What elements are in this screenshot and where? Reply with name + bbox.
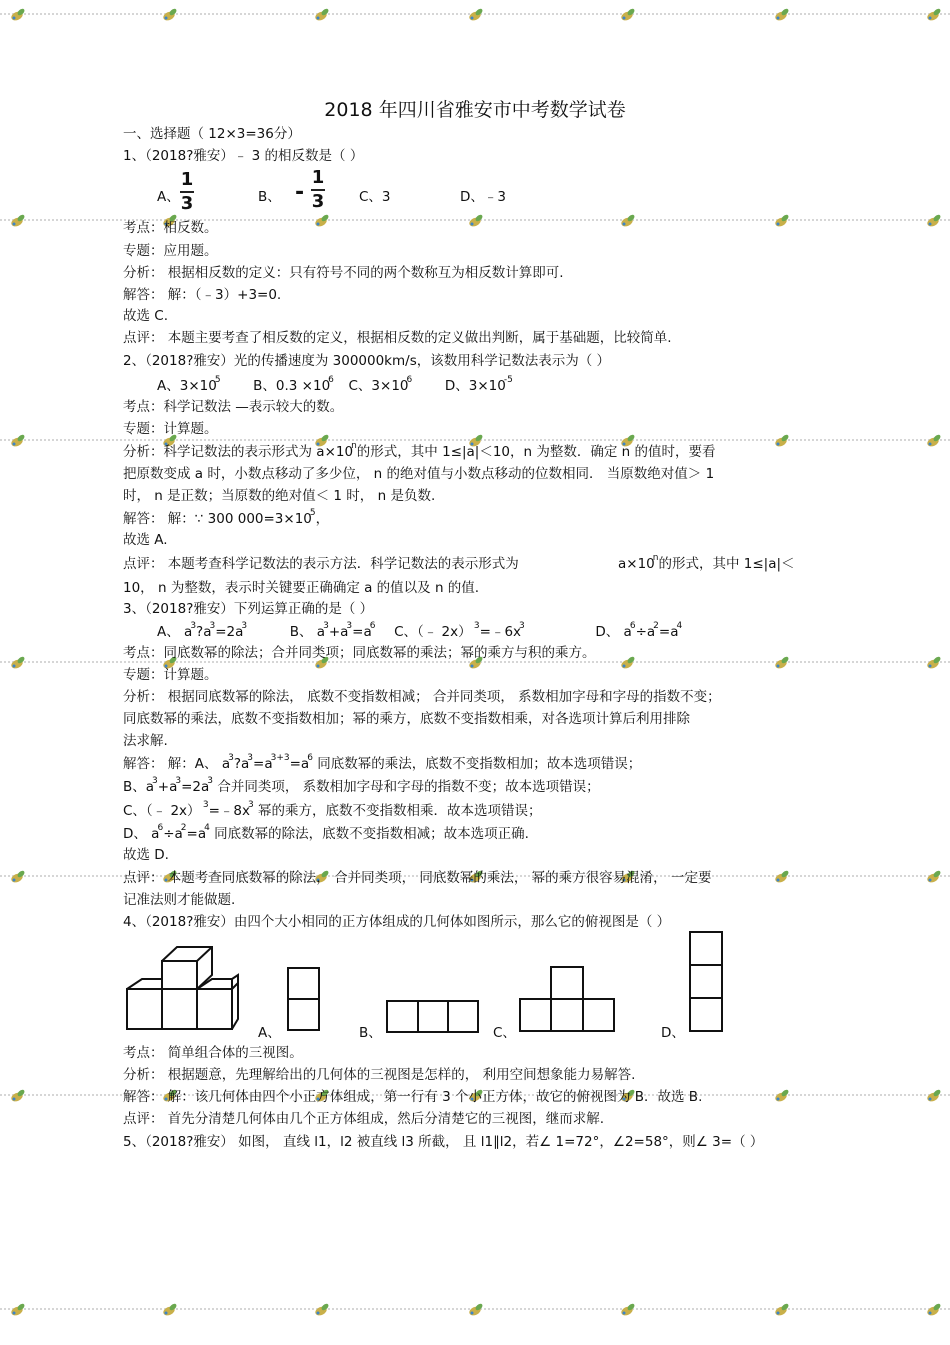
watermark-leaf-icon xyxy=(312,4,332,24)
q4-fenxi: 分析： 根据题意，先理解给出的几何体的三视图是怎样的， 利用空间想象能力易解答. xyxy=(123,1067,636,1083)
q2-dianping-1b-text: a×10 xyxy=(618,556,655,572)
q3-jieda-a-tail: 同底数幂的乘法，底数不变指数相加；故本选项错误； xyxy=(317,756,642,772)
q3-guxuan: 故选 D. xyxy=(123,847,169,863)
q1-option-c: C、3 xyxy=(359,189,391,205)
q3-zhuanti: 专题：计算题。 xyxy=(123,667,218,683)
q3-fenxi-2: 同底数幂的乘法，底数不变指数相加；幂的乘方，底数不变指数相乘，对各选项计算后利用排除 xyxy=(123,711,690,727)
page-title: 2018 年四川省雅安市中考数学试卷 xyxy=(324,99,626,121)
section-heading: 一、选择题（ 12×3=36分） xyxy=(123,126,301,142)
q1-guxuan: 故选 C. xyxy=(123,308,169,324)
q3-dianping-2: 记准法则才能做题. xyxy=(123,892,236,908)
q2-option-b-exp: 6 xyxy=(328,375,334,385)
q3-jieda-d: D、 $a^6\div a^2=a^4$ 同底数幂的除法，底数不变指数相减；故本选项正确. xyxy=(123,823,529,842)
watermark-leaf-icon xyxy=(618,210,638,230)
watermark-leaf-icon xyxy=(772,4,792,24)
q3-dianping-1: 点评： 本题考查同底数幂的除法， 合并同类项， 同底数幂的乘法， 幂的乘方很容易混淆， 一定要 xyxy=(123,870,712,886)
q4-jieda: 解答： 解：该几何体由四个小正方体组成，第一行有 3 个小正方体，故它的俯视图为 B．故选 B. xyxy=(123,1089,703,1105)
q1-option-a-fraction xyxy=(180,170,194,214)
q4-option-a-figure xyxy=(286,966,322,1032)
q2-guxuan: 故选 A. xyxy=(123,532,168,548)
q2-fenxi-3: 时， n 是正数；当原数的绝对值＜ 1 时， n 是负数. xyxy=(123,488,436,504)
q2-option-d: D、3×10 xyxy=(444,378,506,394)
q3-option-b: B、 $a^3+a^3=a^6$ xyxy=(289,621,376,640)
q4-option-b-label: B、 xyxy=(359,1025,382,1041)
q2-option-c-exp: 6 xyxy=(406,375,413,385)
q4-dianping: 点评： 首先分清楚几何体由几个正方体组成，然后分清楚它的三视图，继而求解. xyxy=(123,1111,605,1127)
q1-jieda: 解答： 解：（﹣3）+3=0. xyxy=(123,287,282,303)
numerator: 1 xyxy=(311,167,325,188)
q3-option-d: D、 $a^6\div a^2=a^4$ xyxy=(595,621,683,640)
numerator: 1 xyxy=(180,169,194,190)
watermark-leaf-icon xyxy=(924,4,944,24)
watermark-leaf-icon xyxy=(772,1085,792,1105)
denominator: 3 xyxy=(311,191,325,212)
q3-kaodian: 考点：同底数幂的除法；合并同类项；同底数幂的乘法；幂的乘方与积的乘方。 xyxy=(123,645,596,661)
q2-fenxi-1-exp: n xyxy=(351,441,357,451)
q2-stem: 2、（2018?雅安）光的传播速度为 300000km/s，该数用科学记数法表示为（ ） xyxy=(123,353,611,369)
watermark-leaf-icon xyxy=(772,652,792,672)
q2-dianping-1: 点评： 本题考查科学记数法的表示方法．科学记数法的表示形式为 xyxy=(123,556,519,572)
q4-solid-figure xyxy=(124,941,242,1035)
watermark-leaf-icon xyxy=(924,652,944,672)
q2-option-a: A、3×10 xyxy=(157,378,217,394)
q3-jieda-c: C、（﹣ 2x） $^3=﹣8x^3$ 幂的乘方，底数不变指数相乘．故本选项错误； xyxy=(123,800,542,819)
q3-stem: 3、（2018?雅安）下列运算正确的是（ ） xyxy=(123,601,374,617)
watermark-leaf-icon xyxy=(8,652,28,672)
q2-dianping-1b-exp: n xyxy=(652,553,659,563)
q2-dianping-2: 10， n 为整数，表示时关键要正确确定 a 的值以及 n 的值. xyxy=(123,580,480,596)
q3-jieda-b: B、$a^3+a^3=2a^3$ 合并同类项， 系数相加字母和字母的指数不变；故本选项错误； xyxy=(123,776,600,795)
q4-stem: 4、（2018?雅安）由四个大小相同的正方体组成的几何体如图所示，那么它的俯视图是（ ） xyxy=(123,914,671,930)
q4-option-d-figure xyxy=(688,930,724,1034)
watermark-leaf-icon xyxy=(618,652,638,672)
watermark-leaf-icon xyxy=(466,1299,486,1319)
watermark-leaf-icon xyxy=(312,210,332,230)
q3-options xyxy=(157,623,682,641)
watermark-leaf-icon xyxy=(772,210,792,230)
q2-fenxi-1-rest: 的形式，其中 1≤|a|＜10，n 为整数．确定 n 的值时，要看 xyxy=(356,444,716,460)
q1-zhuanti: 专题：应用题。 xyxy=(123,243,218,259)
watermark-leaf-icon xyxy=(618,4,638,24)
watermark-leaf-icon xyxy=(924,210,944,230)
q1-stem: 1、（2018?雅安）﹣ 3 的相反数是（ ） xyxy=(123,148,364,164)
q2-dianping-1b xyxy=(618,555,795,573)
watermark-leaf-icon xyxy=(8,1085,28,1105)
q1-option-b-label: B、 xyxy=(258,189,281,205)
q1-kaodian: 考点：相反数。 xyxy=(123,220,218,236)
q1-option-b-sign: - xyxy=(295,180,305,205)
q1-option-d: D、﹣3 xyxy=(460,189,506,205)
q4-option-d-label: D、 xyxy=(661,1025,685,1041)
watermark-leaf-icon xyxy=(312,1299,332,1319)
watermark-row xyxy=(0,2,950,26)
watermark-leaf-icon xyxy=(8,210,28,230)
q2-kaodian: 考点：科学记数法 —表示较大的数。 xyxy=(123,399,344,415)
watermark-leaf-icon xyxy=(160,1299,180,1319)
watermark-leaf-icon xyxy=(924,430,944,450)
watermark-leaf-icon xyxy=(8,4,28,24)
q4-kaodian: 考点： 简单组合体的三视图。 xyxy=(123,1045,303,1061)
q2-jieda-exp: 5 xyxy=(309,508,316,518)
watermark-leaf-icon xyxy=(772,1299,792,1319)
watermark-leaf-icon xyxy=(8,430,28,450)
watermark-leaf-icon xyxy=(466,210,486,230)
watermark-row xyxy=(0,1297,950,1321)
q2-options xyxy=(157,377,513,395)
watermark-leaf-icon xyxy=(8,1299,28,1319)
q1-dianping: 点评： 本题主要考查了相反数的定义，根据相反数的定义做出判断，属于基础题，比较简单. xyxy=(123,330,672,346)
watermark-leaf-icon xyxy=(8,866,28,886)
q5-stem: 5、（2018?雅安） 如图， 直线 l1，l2 被直线 l3 所截， 且 l1∥l2，若∠ 1=72°，∠2=58°，则∠ 3=（ ） xyxy=(123,1134,764,1150)
q2-jieda xyxy=(123,510,329,528)
watermark-leaf-icon xyxy=(618,1299,638,1319)
q2-jieda-end: ， xyxy=(315,511,330,527)
q2-fenxi-1-text: 分析：科学记数法的表示形式为 a×10 xyxy=(123,444,354,460)
watermark-leaf-icon xyxy=(160,4,180,24)
denominator: 3 xyxy=(180,193,194,214)
q3-fenxi-3: 法求解. xyxy=(123,733,168,749)
watermark-leaf-icon xyxy=(924,866,944,886)
watermark-leaf-icon xyxy=(924,1085,944,1105)
q2-option-a-exp: 5 xyxy=(214,375,221,385)
q3-option-a: A、 $a^3?a^3=2a^3$ xyxy=(157,621,248,640)
q3-fenxi-1: 分析： 根据同底数幂的除法， 底数不变指数相减； 合并同类项， 系数相加字母和字母的指数不变； xyxy=(123,689,721,705)
q2-option-b: B、0.3 ×10 xyxy=(253,378,331,394)
q1-fenxi: 分析： 根据相反数的定义：只有符号不同的两个数称互为相反数计算即可. xyxy=(123,265,564,281)
watermark-leaf-icon xyxy=(772,430,792,450)
q4-option-a-label: A、 xyxy=(258,1025,281,1041)
q3-jieda-b-tail: 合并同类项， 系数相加字母和字母的指数不变；故本选项错误； xyxy=(217,779,600,795)
q2-zhuanti: 专题：计算题。 xyxy=(123,421,218,437)
q3-jieda-c-tail: 幂的乘方，底数不变指数相乘．故本选项错误； xyxy=(258,803,542,819)
q2-fenxi-1 xyxy=(123,443,716,461)
q4-option-c-figure xyxy=(518,965,618,1035)
q2-dianping-1b-rest: 的形式，其中 1≤|a|＜ xyxy=(658,556,795,572)
q2-jieda-text: 解答： 解：∵ 300 000=3×10 xyxy=(123,511,312,527)
q3-jieda-a: 解答： 解：A、 $a^3?a^3=a^{3+3}=a^6$ 同底数幂的乘法，底数不变指数相加；故本选项错误； xyxy=(123,753,642,772)
q1-option-b-fraction xyxy=(311,168,325,212)
q2-option-d-exp: -5 xyxy=(503,375,513,385)
q2-fenxi-2: 把原数变成 a 时，小数点移动了多少位， n 的绝对值与小数点移动的位数相同． 当原数绝对值＞ 1 xyxy=(123,466,715,482)
q4-option-c-label: C、 xyxy=(493,1025,516,1041)
watermark-leaf-icon xyxy=(466,4,486,24)
q3-option-c: C、（﹣ 2x） $^3=﹣6x^3$ xyxy=(394,621,525,640)
watermark-leaf-icon xyxy=(924,1299,944,1319)
q4-option-b-figure xyxy=(385,999,481,1035)
watermark-leaf-icon xyxy=(772,866,792,886)
q2-option-c: C、3×10 xyxy=(348,378,409,394)
q1-option-a-label: A、 xyxy=(157,189,180,205)
q3-jieda-d-tail: 同底数幂的除法，底数不变指数相减；故本选项正确. xyxy=(214,826,529,842)
